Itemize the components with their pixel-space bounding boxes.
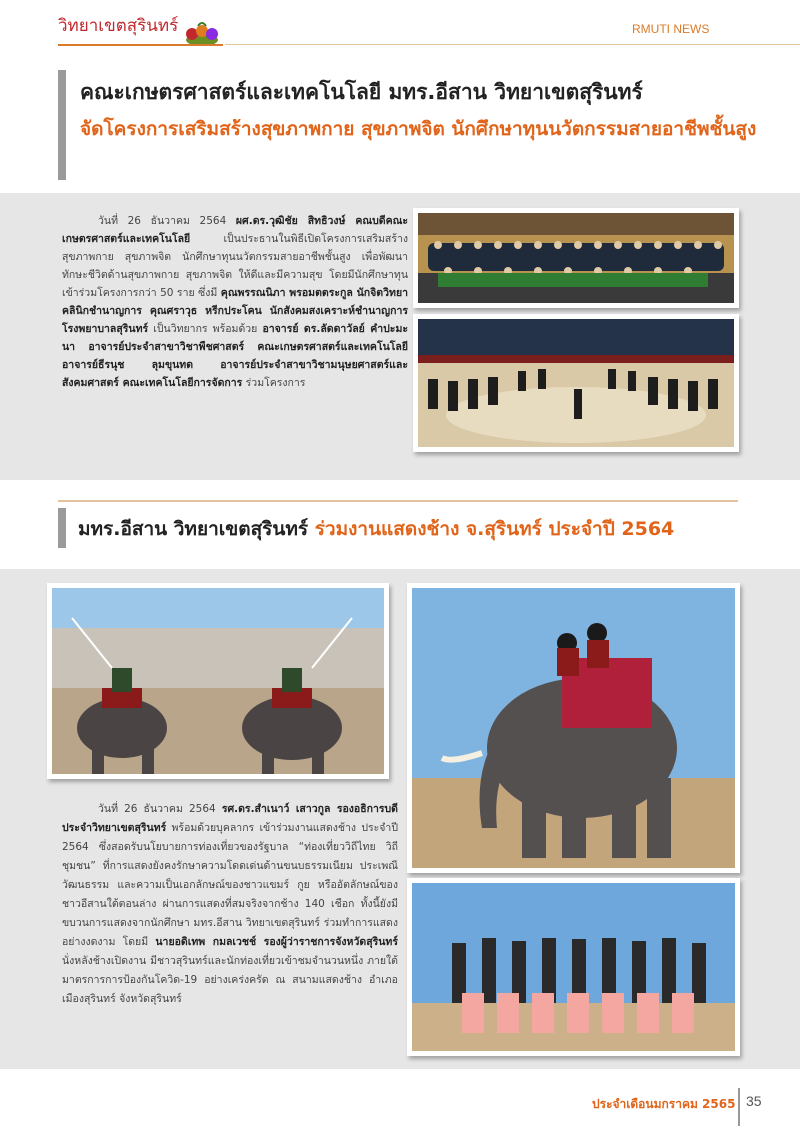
section2-date: วันที่ 26 ธันวาคม 2564 xyxy=(98,803,216,815)
footer-issue: ประจำเดือนมกราคม 2565 xyxy=(592,1097,736,1111)
section1-heading-bar xyxy=(58,70,66,180)
section1-title: คณะเกษตรศาสตร์และเทคโนโลยี มทร.อีสาน วิทยาเขตสุรินทร์ xyxy=(80,80,643,104)
campus-tab: วิทยาเขตสุรินทร์ xyxy=(58,16,179,36)
performers-group-photo xyxy=(407,878,740,1056)
series-label: RMUTI NEWS xyxy=(632,22,710,36)
activity-circle-image xyxy=(418,319,734,447)
section2-article xyxy=(62,800,398,1009)
section1-text3: ร่วมโครงการ xyxy=(245,377,306,389)
section1-text1: เป็นประธานในพิธีเปิดโครงการเสริมสร้างสุขภาพกาย สุขภาพจิต นักศึกษาทุนนวัตกรรมสายอาชีพชั้นสูง เพื่อพัฒนาทักษะชีวิตด้านสุขภาพกาย สุขภาพจิต ให้ดีและมีความสุข โดยมีนักศึกษาทุนเข้าร่วมโครงการกว่า 50 ราย ซึ่งมี xyxy=(62,233,408,299)
section2-guest: นายอดิเทพ กมลเวชช์ รองผู้ว่าราชการจังหวัดสุรินทร์ xyxy=(155,936,398,948)
group-photo-image xyxy=(418,213,734,303)
page-number: 35 xyxy=(746,1093,762,1109)
footer-divider xyxy=(738,1088,740,1126)
group-photo xyxy=(413,208,739,308)
section1-speakers: คุณพรรณนิภา พรอมตตระกูล นักจิตวิทยาคลินิกชำนาญการ คุณศราวุธ หรีกประโคน นักสังคมสงเคราะห์ชำนาญการ โรงพยาบาลสุรินทร์ xyxy=(62,287,408,335)
header-rule xyxy=(225,44,800,45)
elephant-ride-image xyxy=(412,588,735,868)
section1-article xyxy=(62,212,408,392)
elephant-battle-image xyxy=(52,588,384,774)
section1-date: วันที่ 26 ธันวาคม 2564 xyxy=(98,215,227,227)
section2-text2: นั่งหลังช้างเปิดงาน มีชาวสุรินทร์และนักท่องเที่ยวเข้าชมจำนวนหนึ่ง ภายใต้มาตรการการป้องกันโควิด-19 อย่างเคร่งครัด ณ สนามแสดงช้าง อำเภอเมืองสุรินทร์ จังหวัดสุรินทร์ xyxy=(62,955,398,1005)
section1-subtitle: จัดโครงการเสริมสร้างสุขภาพกาย สุขภาพจิต นักศึกษาทุนนวัตกรรมสายอาชีพชั้นสูง xyxy=(80,118,757,140)
section2-title xyxy=(78,514,674,544)
section2-rule xyxy=(58,500,738,502)
campus-tab-underline xyxy=(58,44,223,46)
section2-heading-bar xyxy=(58,508,66,548)
section1-person: ผศ.ดร.วุฒิชัย สิทธิวงษ์ คณบดีคณะเกษตรศาสตร์และเทคโนโลยี xyxy=(62,215,409,245)
section1-text2: เป็นวิทยากร พร้อมด้วย xyxy=(153,323,258,335)
section1-staff: อาจารย์ ดร.ลัดดาวัลย์ คำปะมะนา อาจารย์ประจำสาขาวิชาพืชศาสตร์ คณะเกษตรศาสตร์และเทคโนโลยี อาจารย์ธีรนุช ลุมขุนทด อาจารย์ประจำสาขาวิชามนุษยศาสตร์และสังคมศาสตร์ คณะเทคโนโลยีการจัดการ xyxy=(62,323,409,389)
performers-group-image xyxy=(412,883,735,1051)
activity-circle-photo xyxy=(413,314,739,452)
section2-title-accent: ร่วมงานแสดงช้าง จ.สุรินทร์ ประจำปี 2564 xyxy=(314,518,675,540)
section2-text1: พร้อมด้วยบุคลากร เข้าร่วมงานแสดงช้าง ประจำปี 2564 ซึ่งสอดรับนโยบายการท่องเที่ยวของรัฐบาล “ท่องเที่ยววิถีไทย วิถีชุมชน” ที่การแสดงยังคงรักษาความโดดเด่นด้านขนบธรรมเนียม ประเพณี วัฒนธรรม และความเป็นเอกลักษณ์ของชาวแขมร์ กูย หรืออัตลักษณ์ของชาวอีสานใต้ตอนล่าง ผ่านการแสดงที่สมจริงจากช้าง 140 เชือก ทั้งนี้ยังมีขบวนการแสดงจากนักศึกษา มทร.อีสาน วิทยาเขตสุรินทร์ ร่วมทำการแสดงอย่างงดงาม โดยมี xyxy=(62,822,398,948)
elephant-battle-photo xyxy=(47,583,389,779)
section2-person: รศ.ดร.สำเนาว์ เสาวกูล รองอธิการบดีประจำวิทยาเขตสุรินทร์ xyxy=(62,803,398,834)
elephant-ride-photo xyxy=(407,583,740,873)
section2-title-main: มทร.อีสาน วิทยาเขตสุรินทร์ xyxy=(78,518,309,540)
